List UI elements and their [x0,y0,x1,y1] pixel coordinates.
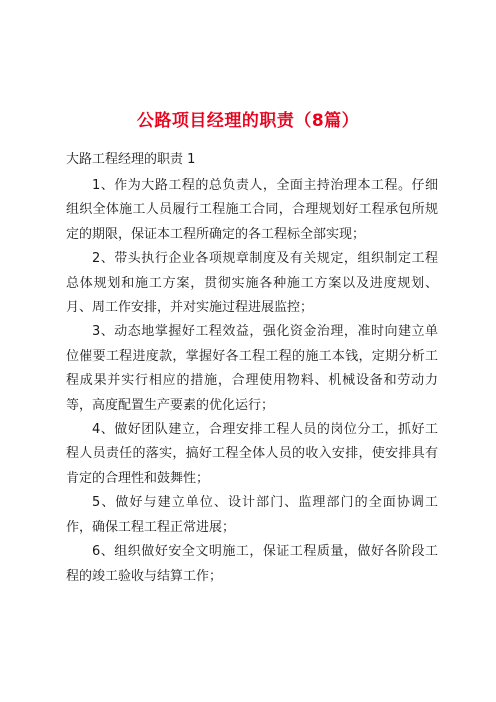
paragraph-6: 6、组织做好安全文明施工，保证工程质量，做好各阶段工程的竣工验收与结算工作； [66,544,438,584]
document-title: 公路项目经理的职责（8篇） [136,111,360,131]
paragraph-3: 3、动态地掌握好工程效益，强化资金治理，准时向建立单位催要工程进度款，掌握好各工程工程的施工本钱，定期分析工程成果并实行相应的措施，合理使用物料、机械设备和劳动力等，高度配置生产要素的优化运行； [66,324,438,413]
paragraph-4: 4、做好团队建立，合理安排工程人员的岗位分工，抓好工程人员责任的落实，搞好工程全体人员的收入安排，使安排具有肯定的合理性和鼓舞性； [66,422,438,486]
paragraph-2: 2、带头执行企业各项规章制度及有关规定，组织制定工程总体规划和施工方案，贯彻实施各种施工方案以及进度规划、月、周工作安排，并对实施过程进展监控； [66,251,438,316]
section-heading: 大路工程经理的职责 1 [66,152,196,167]
document-body [66,174,438,589]
paragraph-5: 5、做好与建立单位、设计部门、监理部门的全面协调工作，确保工程工程正常进展； [66,495,438,535]
paragraph-1: 1、作为大路工程的总负责人，全面主持治理本工程。仔细组织全体施工人员履行工程施工合同，合理规划好工程承包所规定的期限，保证本工程所确定的各工程标全部实现； [66,178,438,242]
